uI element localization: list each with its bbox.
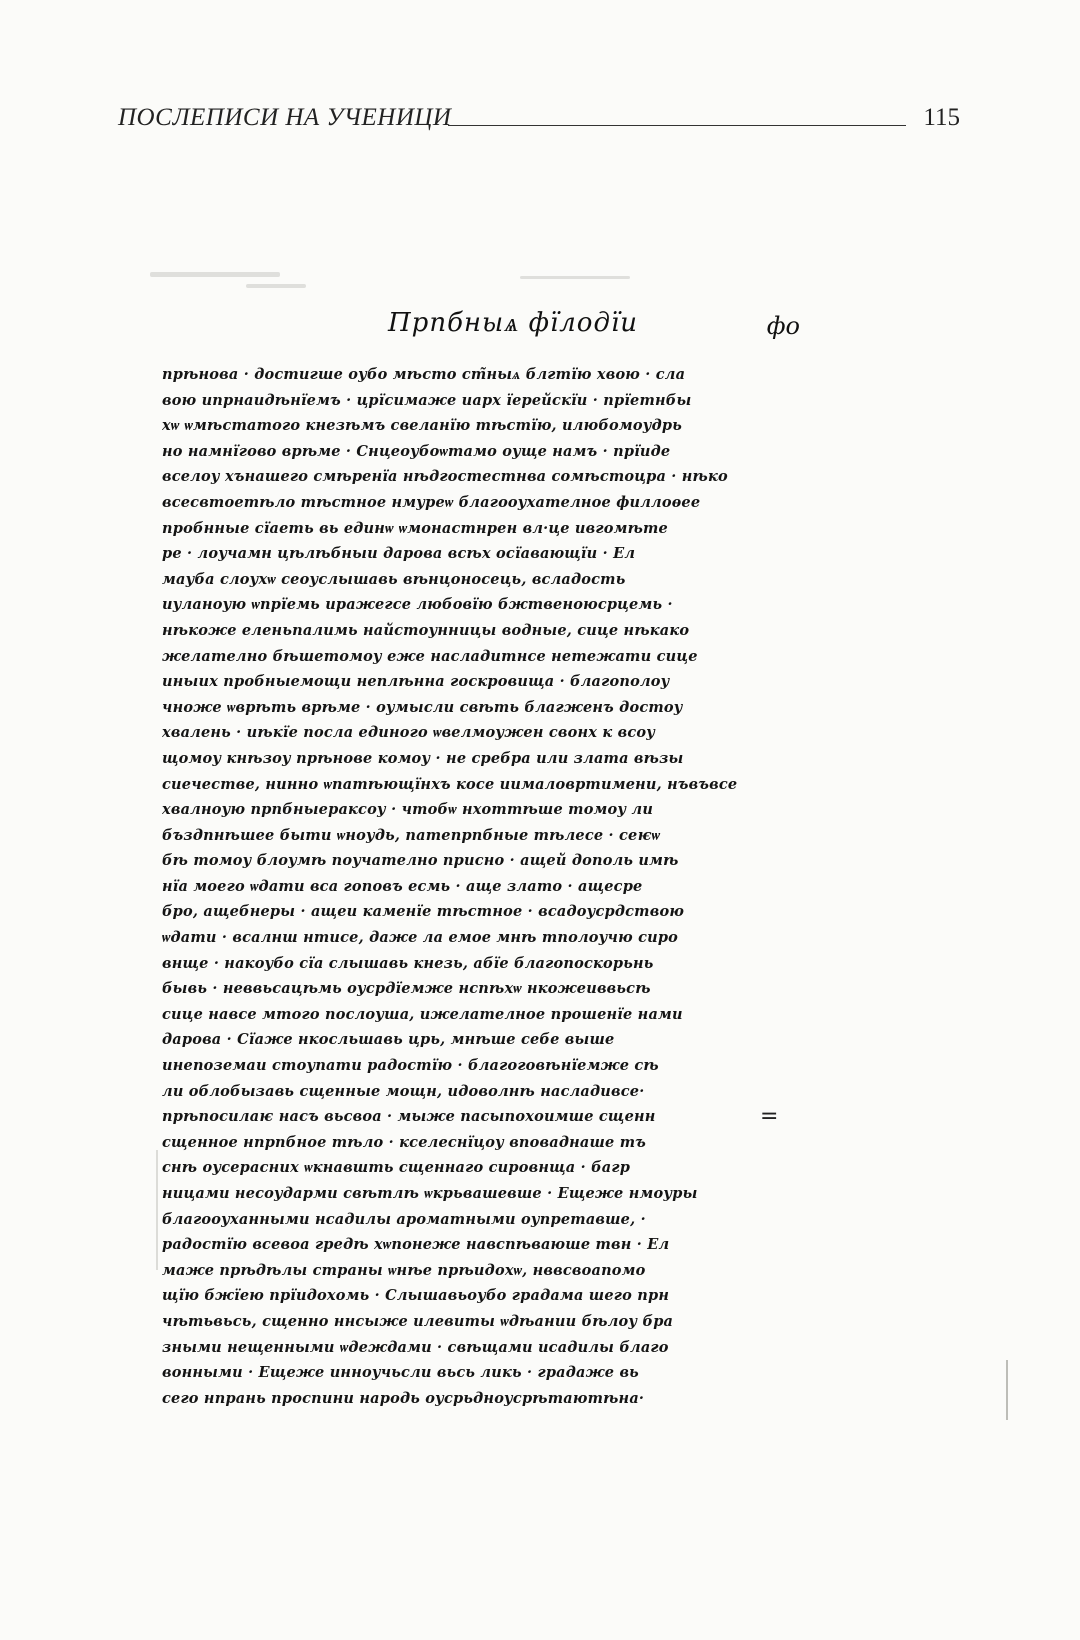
running-title: ПОСЛЕПИСИ НА УЧЕНИЦИ [118, 104, 452, 131]
manuscript-line: ли облобызавь сщенные мощн, идоволнѣ насладивсе· [162, 1082, 645, 1100]
manuscript-facsimile [150, 270, 826, 1420]
manuscript-line: благооуханными нсадилы ароматными оупретавше, · [162, 1210, 646, 1228]
manuscript-line: ницами несоударми свѣтлѣ ѡкрьвашевше · Ещеже нмоуры [162, 1185, 698, 1202]
manuscript-line: ѡдати · всалнш нтисе, даже ла емое мнѣ тполоучю сиро [162, 929, 679, 947]
manuscript-line: дарова · Сїаже нкосльшавь црь, мнѣше себе выше [162, 1031, 615, 1049]
manuscript-line: пробнные сїаеть вь единѡ ѡмонастнрен вл·це ивгомѣте [162, 519, 668, 537]
manuscript-line: нѣкоже еленьпалимь найстоунницы водные, сице нѣкако [162, 621, 690, 639]
manuscript-line: сиечестве, нинно ѡпатѣющїнхъ косе иималовртимени, нъвъвсе [162, 775, 738, 793]
manuscript-line: чѣтьвьсь, сщенно ннсыже илевиты ѡдѣании бѣлоу бра [162, 1312, 674, 1330]
scan-edge-mark [520, 276, 630, 279]
manuscript-line: сице навсе мтого послоуша, ижелателное прошенїе нами [162, 1005, 683, 1023]
manuscript-line: прѣпосилаѥ насъ вьсвоа · мыже пасыпохоимше сщенн [162, 1108, 656, 1126]
manuscript-line: но намнїгово врѣме · Снцеоубоѡтамо оуще намъ · прїиде [162, 442, 671, 460]
manuscript-line: хѡ ѡмѣстатого кнезѣмъ свеланїю тѣстїю, илюбомоудрь [162, 417, 682, 435]
manuscript-line: инепоземаи стоупати радостїю · благоговѣнїемже сѣ [162, 1057, 659, 1075]
manuscript-line: иныих пробныемощи неплѣнна госкровища · благополоу [162, 673, 670, 691]
manuscript-line: радостїю всевоа гредѣ хѡпонеже навспѣваюше твн · Ел [162, 1236, 670, 1254]
manuscript-line: щїю бжїею прїидохомь · Слышавьоубо градама шего прн [162, 1287, 670, 1305]
folio-number: фо [766, 312, 800, 340]
manuscript-line: ре · лоучамн цѣлѣбныи дарова всѣх осїавающїи · Ел [162, 545, 636, 563]
manuscript-line: чноже ѡврѣть врѣме · оумысли свѣть благженъ достоу [162, 698, 683, 716]
manuscript-line: всесвтоетѣло тѣстное нмуреѡ благооухателное филлоѳее [162, 493, 701, 511]
manuscript-line: бро, ащебнеры · ащеи каменїе тѣстное · всадоусрдствою [162, 903, 685, 921]
margin-mark: = [760, 1104, 779, 1129]
manuscript-line: мауба слоухѡ сеоуслышавь вѣнцоносець, всладость [162, 570, 626, 588]
scan-edge-mark [1006, 1360, 1008, 1420]
scan-edge-mark [246, 284, 306, 288]
manuscript-header [150, 308, 826, 348]
header-rule [448, 125, 906, 126]
page-number: 115 [923, 104, 960, 131]
scan-edge-mark [150, 272, 280, 277]
manuscript-line: вонными · Ещеже инноучьсли вьсь ликь · градаже вь [162, 1364, 639, 1382]
manuscript-line: зными нещенными ѡдеждами · свѣщами исадилы благо [162, 1338, 669, 1356]
manuscript-line: бывь · неввьсацѣмь оусрдїемже нспѣхѡ нкожеиввьсѣ [162, 980, 651, 998]
scan-edge-mark [156, 1150, 158, 1270]
manuscript-title: Прпбныѧ фїлодїи [388, 308, 639, 338]
manuscript-line: вою ипрнаидѣнїемъ · црїсимаже иарх їерейскїи · прїетнбы [162, 391, 692, 409]
manuscript-line: внще · накоубо сїа слышавь кнезь, абїе благопоскорьнь [162, 954, 654, 972]
manuscript-line: щомоу кнѣзоу прѣнове комоу · не сребра или злата вѣзы [162, 749, 684, 767]
manuscript-line: бѣ томоу блоумѣ поучателно присно · ащей дополь имѣ [162, 852, 679, 870]
manuscript-line: сего нпрань проспини народь оусрьдноусрѣтаютѣна· [162, 1389, 645, 1407]
running-head [118, 96, 960, 136]
manuscript-line: вселоу хънашего смѣренїа нѣдгостестнва сомѣстоцра · нѣко [162, 468, 728, 486]
manuscript-line: хвалень · иѣкїе посла единого ѡвелмоужен свонх к всоу [162, 724, 656, 742]
manuscript-line: иуланоую ѡпрїемь иражегсе любовїю бжтвеноюсрцемь · [162, 596, 673, 614]
manuscript-line: сщенное нпрпбное тѣло · кселеснїцоу вповаднаше тъ [162, 1133, 647, 1151]
manuscript-line: нїа моего ѡдати вса гоповъ есмь · аще злато · ащесре [162, 877, 643, 895]
manuscript-line: прѣнова · достигше оубо мѣсто ст̃ныѧ блгтїю хвою · сла [162, 366, 686, 383]
manuscript-line: желателно бѣшетомоу еже насладитнсе нетежати сице [162, 647, 698, 665]
manuscript-line: маже прѣдѣлы страны ѡнѣе прѣидохѡ, нввсвоапомо [162, 1261, 646, 1279]
manuscript-line: бъздпнѣшее быти ѡноудь, патепрпбные тѣлесе · сеѥѡ [162, 826, 661, 844]
manuscript-text [162, 362, 768, 1411]
manuscript-line: снѣ оусерасних ѡкнавшть сщеннаго сировнща · багр [162, 1159, 631, 1177]
manuscript-line: хвалноую прпбныераксоу · чтобѡ нхоттѣше томоу ли [162, 801, 654, 819]
